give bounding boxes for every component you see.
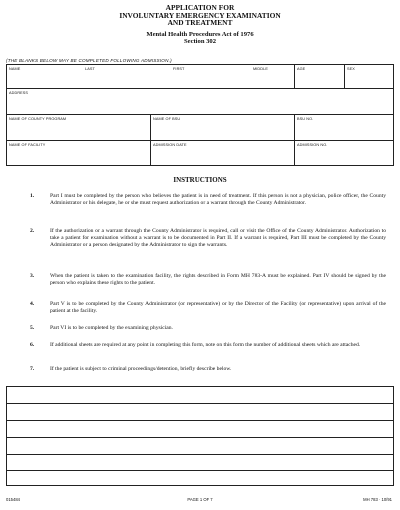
instruction-number: 7. <box>30 366 35 372</box>
instruction-text: If the authorization or a warrant through the County Administrator is required, call or visit the Office of the County Administrator. Authorization to take a patient for examination without a warrant is to be documented in Part II. If a warrant is required, Part III must be completed by the County Administrator or a person designated by the Administrator to sign the warrants. <box>50 228 386 249</box>
last-label: LAST <box>85 67 95 71</box>
writing-line <box>7 420 393 421</box>
bsu-no-label: BSU NO. <box>297 117 314 121</box>
admission-date-field[interactable] <box>151 141 295 165</box>
admission-date-label: ADMISSION DATE <box>153 143 187 147</box>
sex-field[interactable] <box>345 65 393 89</box>
subtitle-act: Mental Health Procedures Act of 1976 <box>146 31 254 38</box>
writing-line <box>7 437 393 438</box>
instruction-number: 3. <box>30 273 35 279</box>
bsu-no-field[interactable] <box>295 115 393 141</box>
instruction-text: Part VI is to be completed by the examining physician. <box>50 325 173 331</box>
bsu-name-label: NAME OF BSU <box>153 117 181 121</box>
instruction-text: When the patient is taken to the examination facility, the rights described in Form MH 783-A must be explained. Part IV should be signed by the person who explains these rights to the patient. <box>50 273 386 287</box>
county-program-label: NAME OF COUNTY PROGRAM <box>9 117 67 121</box>
criminal-proceedings-description-box[interactable] <box>6 386 394 486</box>
writing-line <box>7 403 393 404</box>
instruction-number: 5. <box>30 325 35 331</box>
admission-no-label: ADMISSION NO. <box>297 143 328 147</box>
title-line-2: INVOLUNTARY EMERGENCY EXAMINATION <box>119 10 281 20</box>
instruction-number: 4. <box>30 301 35 307</box>
address-label: ADDRESS <box>9 91 29 95</box>
instruction-number: 6. <box>30 342 35 348</box>
age-field[interactable] <box>295 65 345 89</box>
title-line-1: APPLICATION FOR <box>165 3 235 12</box>
bsu-name-field[interactable] <box>151 115 295 141</box>
middle-label: MIDDLE <box>253 67 268 71</box>
writing-line <box>7 454 393 455</box>
age-label: AGE <box>297 67 306 71</box>
instruction-number: 1. <box>30 193 35 199</box>
instruction-text: If the patient is subject to criminal proceedings/detention, briefly describe below. <box>50 366 232 372</box>
form-subtitle <box>0 31 400 46</box>
instructions-heading: INSTRUCTIONS <box>173 176 227 184</box>
title-line-3: AND TREATMENT <box>167 18 233 28</box>
sex-label: SEX <box>347 67 355 71</box>
facility-field[interactable] <box>7 141 151 165</box>
form-title <box>0 4 400 27</box>
instruction-number: 2. <box>30 228 35 234</box>
subtitle-section: Section 302 <box>183 38 217 46</box>
page-number: PAGE 1 OF 7 <box>187 497 213 502</box>
address-field[interactable] <box>7 89 393 115</box>
form-code: 015484 <box>6 497 20 502</box>
name-field[interactable] <box>7 65 295 89</box>
facility-label: NAME OF FACILITY <box>9 143 46 147</box>
name-label: NAME <box>9 67 21 71</box>
writing-line <box>7 470 393 471</box>
blanks-note: (THE BLANKS BELOW MAY BE COMPLETED FOLLOWING ADMISSION.) <box>6 58 172 63</box>
instruction-text: If additional sheets are required at any point in completing this form, note on this form the number of additional sheets which are attached. <box>50 342 361 348</box>
instruction-text: Part V is to be completed by the County Administrator (or representative) or by the Director of the Facility (or representative) upon arrival of the patient at the facility. <box>50 301 386 315</box>
county-program-field[interactable] <box>7 115 151 141</box>
instruction-text: Part I must be completed by the person who believes the patient is in need of treatment. If this person is not a physician, police officer, the County Administrator or his delegate, he or she must request authorization or a warrant through the County Administrator. <box>50 193 386 207</box>
first-label: FIRST <box>173 67 185 71</box>
form-number: MH 783 · 10/91 <box>363 497 392 502</box>
admission-no-field[interactable] <box>295 141 393 165</box>
patient-info-grid <box>6 64 394 166</box>
